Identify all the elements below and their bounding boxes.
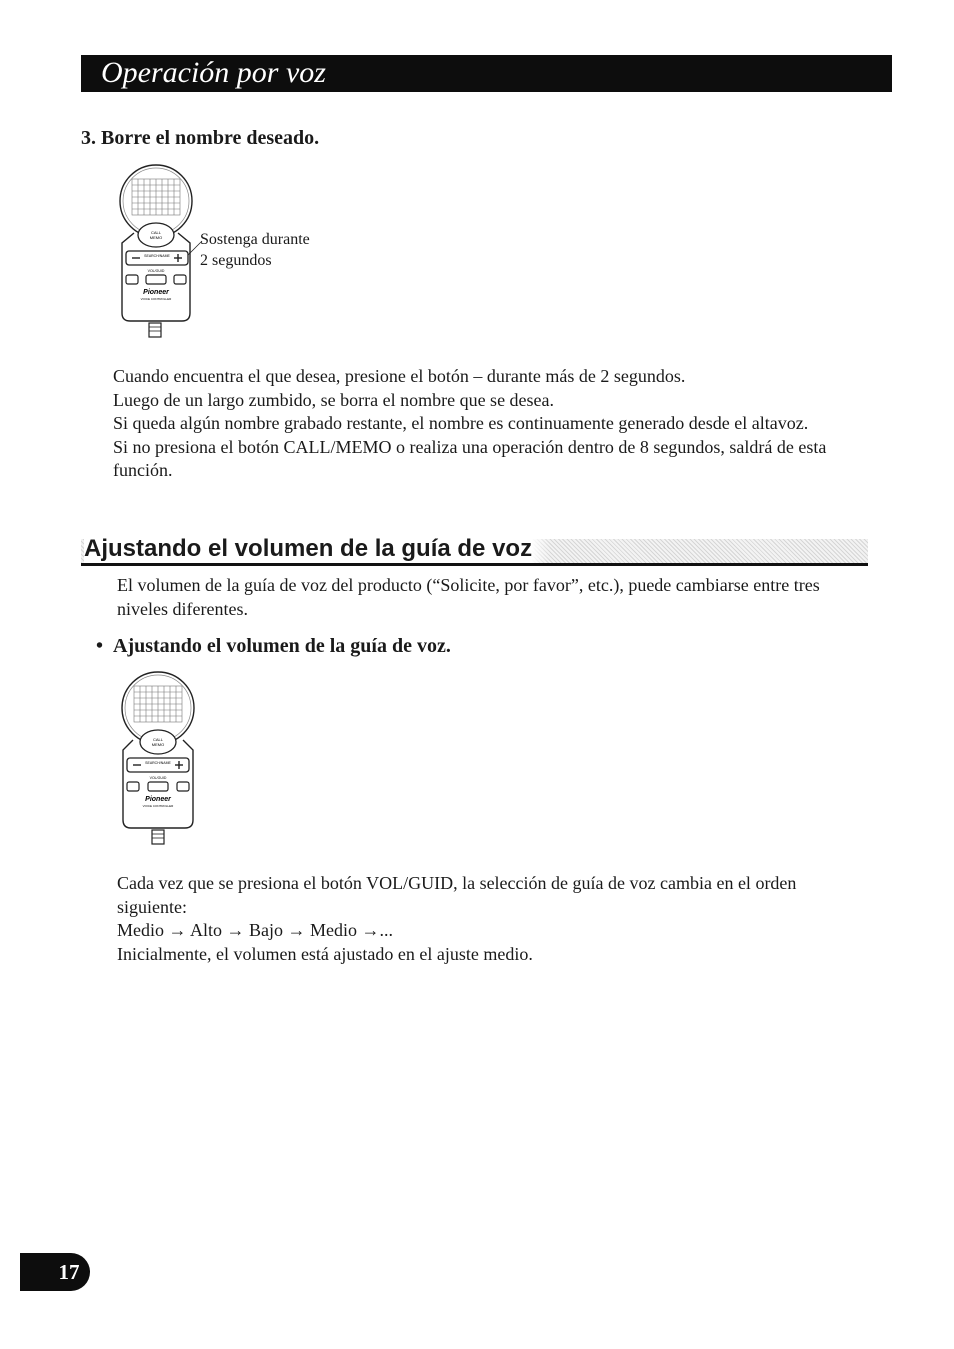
vol-guid-label: VOL/GUID <box>149 776 167 780</box>
step-3-text <box>113 365 833 483</box>
device-subtitle: VOICE CONTROLLER <box>142 804 174 808</box>
volume-order-sequence: Medio → Alto → Bajo → Medio →... <box>117 920 393 940</box>
page-number-tab-left <box>20 1253 50 1291</box>
call-label: CALL <box>152 737 164 742</box>
step-3-heading: 3. Borre el nombre deseado. <box>81 127 320 149</box>
paragraph: Si queda algún nombre grabado restante, el nombre es continuamente generado desde el altavoz. <box>113 413 809 433</box>
paragraph: Si no presiona el botón CALL/MEMO o realiza una operación dentro de 8 segundos, saldrá de esta función. <box>113 436 827 480</box>
page-title: Operación por voz <box>101 56 326 89</box>
paragraph: Luego de un largo zumbido, se borra el nombre que se desea. <box>113 389 555 410</box>
section-text <box>117 872 837 966</box>
section-title: Ajustando el volumen de la guía de voz <box>84 534 550 563</box>
callout-line-1: Sostenga durante <box>200 231 310 248</box>
brand-logo: Pioneer <box>143 289 169 296</box>
call-label: CALL <box>150 230 162 235</box>
heading-rule <box>81 563 868 566</box>
page-header-bar <box>81 55 892 92</box>
paragraph: El volumen de la guía de voz del producto (“Solicite, por favor”, etc.), puede cambiarse entre tres niveles diferentes. <box>117 575 820 619</box>
page-number: 17 <box>48 1253 90 1291</box>
memo-label: MEMO <box>151 742 165 747</box>
voice-controller-illustration-1 <box>112 163 204 341</box>
memo-label: MEMO <box>149 235 163 240</box>
section-heading <box>81 533 868 567</box>
bullet-heading-text: Ajustando el volumen de la guía de voz. <box>113 635 451 657</box>
device-subtitle: VOICE CONTROLLER <box>140 297 172 301</box>
section-intro <box>117 574 837 621</box>
paragraph: Cada vez que se presiona el botón VOL/GUID, la selección de guía de voz cambia en el orden siguiente: <box>117 873 797 917</box>
bullet-icon: • <box>96 635 114 657</box>
brand-logo: Pioneer <box>145 796 171 803</box>
search-name-label: SEARCH/NAME <box>145 761 171 765</box>
voice-controller-illustration-2 <box>115 670 201 848</box>
hold-callout <box>200 229 310 271</box>
vol-guid-label: VOL/GUID <box>147 269 165 273</box>
callout-line-2: 2 segundos <box>200 252 272 269</box>
bullet-heading <box>96 633 451 659</box>
paragraph: Cuando encuentra el que desea, presione el botón – durante más de 2 segundos. <box>113 366 686 386</box>
search-name-label: SEARCH/NAME <box>144 254 170 258</box>
paragraph: Inicialmente, el volumen está ajustado en el ajuste medio. <box>117 943 533 964</box>
